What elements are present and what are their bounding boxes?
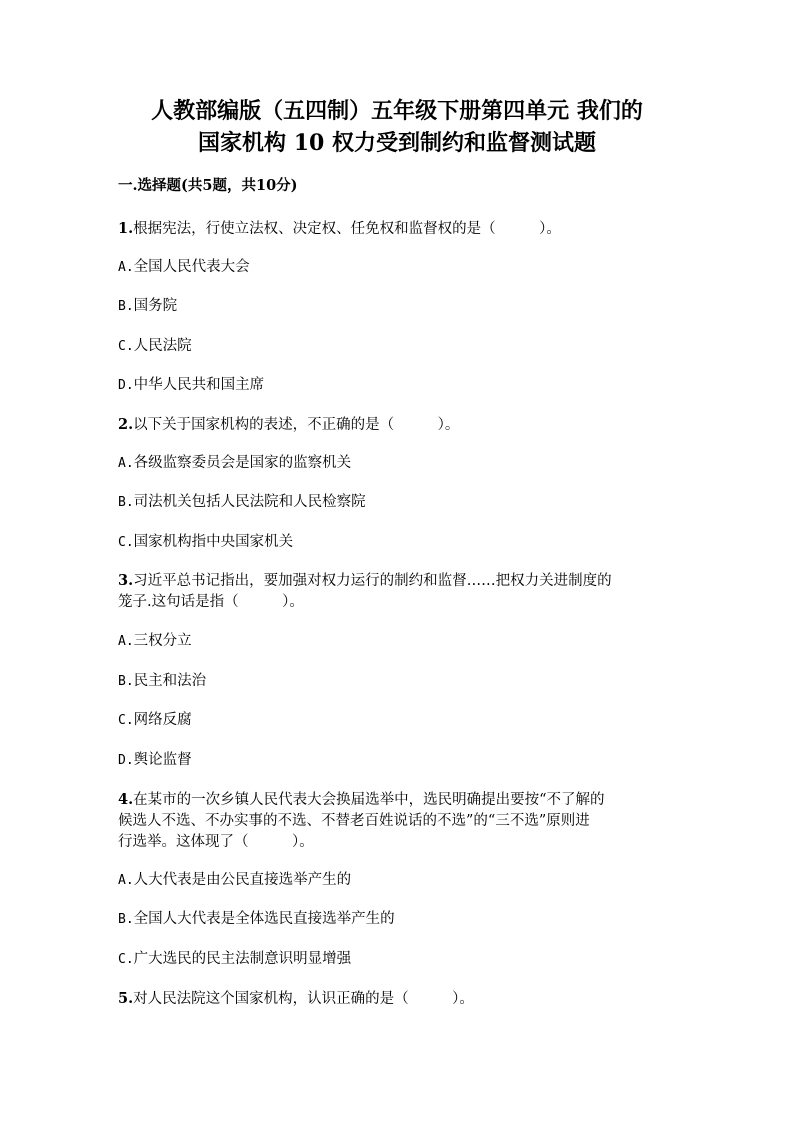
option-letter: B. [118,495,134,510]
option-3a [118,631,192,652]
option-2b [118,492,366,513]
option-letter: A. [118,634,134,649]
option-1d [118,375,264,396]
option-letter: C. [118,339,134,354]
option-4b [118,909,395,930]
question-5 [118,988,678,1010]
option-text: 民主和法治 [133,673,207,689]
option-letter: C. [118,713,134,728]
option-3d [118,750,192,771]
option-text: 国务院 [133,298,178,314]
option-2a [118,453,351,474]
option-1b [118,296,177,317]
question-text: 在某市的一次乡镇人民代表大会换届选举中，选民明确提出要按“不了解的 [133,792,605,808]
question-text: 以下关于国家机构的表述，不正确的是（ ）。 [133,417,460,433]
option-3b [118,671,206,692]
question-2 [118,414,678,436]
question-text: 习近平总书记指出，要加强对权力运行的制约和监督……把权力关进制度的 [133,573,612,589]
section-heading: 一.选择题(共5题，共10分) [118,177,298,194]
option-1a [118,257,250,278]
option-4a [118,870,351,891]
question-4 [118,789,678,853]
question-text: 对人民法院这个国家机构，认识正确的是（ ）。 [133,991,474,1007]
option-text: 全国人大代表是全体选民直接选举产生的 [133,911,395,927]
option-text: 中华人民共和国主席 [133,377,265,393]
question-1 [118,218,678,240]
title-line-2: 国家机构 10 权力受到制约和监督测试题 [198,130,596,156]
option-text: 三权分立 [133,633,192,649]
option-letter: B. [118,674,134,689]
question-number: 4. [118,791,134,808]
option-text: 国家机构指中央国家机关 [133,534,294,550]
option-letter: B. [118,299,134,314]
option-letter: C. [118,535,134,550]
option-4c [118,949,351,970]
question-number: 2. [118,416,134,433]
option-letter: D. [118,378,134,393]
option-letter: B. [118,912,134,927]
question-text: 根据宪法，行使立法权、决定权、任免权和监督权的是（ ）。 [133,221,561,237]
question-number: 1. [118,220,134,237]
question-number: 5. [118,990,134,1007]
option-text: 广大选民的民主法制意识明显增强 [133,951,352,967]
option-2c [118,532,293,553]
question-3 [118,570,678,613]
question-text: 候选人不选、不办实事的不选、不替老百姓说话的不选”的“三不选”原则进 [118,813,590,829]
option-text: 各级监察委员会是国家的监察机关 [133,455,352,471]
option-text: 舆论监督 [133,752,192,768]
option-3c [118,710,192,731]
option-letter: D. [118,753,134,768]
option-text: 司法机关包括人民法院和人民检察院 [133,494,366,510]
option-letter: A. [118,260,134,275]
title-line-1: 人教部编版（五四制）五年级下册第四单元 我们的 [151,98,643,124]
option-text: 全国人民代表大会 [133,259,250,275]
option-text: 人大代表是由公民直接选举产生的 [133,872,352,888]
page-title [100,95,694,159]
question-text: 笼子.这句话是指（ ）。 [118,594,304,610]
option-letter: A. [118,456,134,471]
option-1c [118,336,192,357]
option-letter: A. [118,873,134,888]
option-letter: C. [118,952,134,967]
option-text: 网络反腐 [133,712,192,728]
question-number: 3. [118,572,134,589]
question-text: 行选举。这体现了（ ）。 [118,834,314,850]
option-text: 人民法院 [133,338,192,354]
